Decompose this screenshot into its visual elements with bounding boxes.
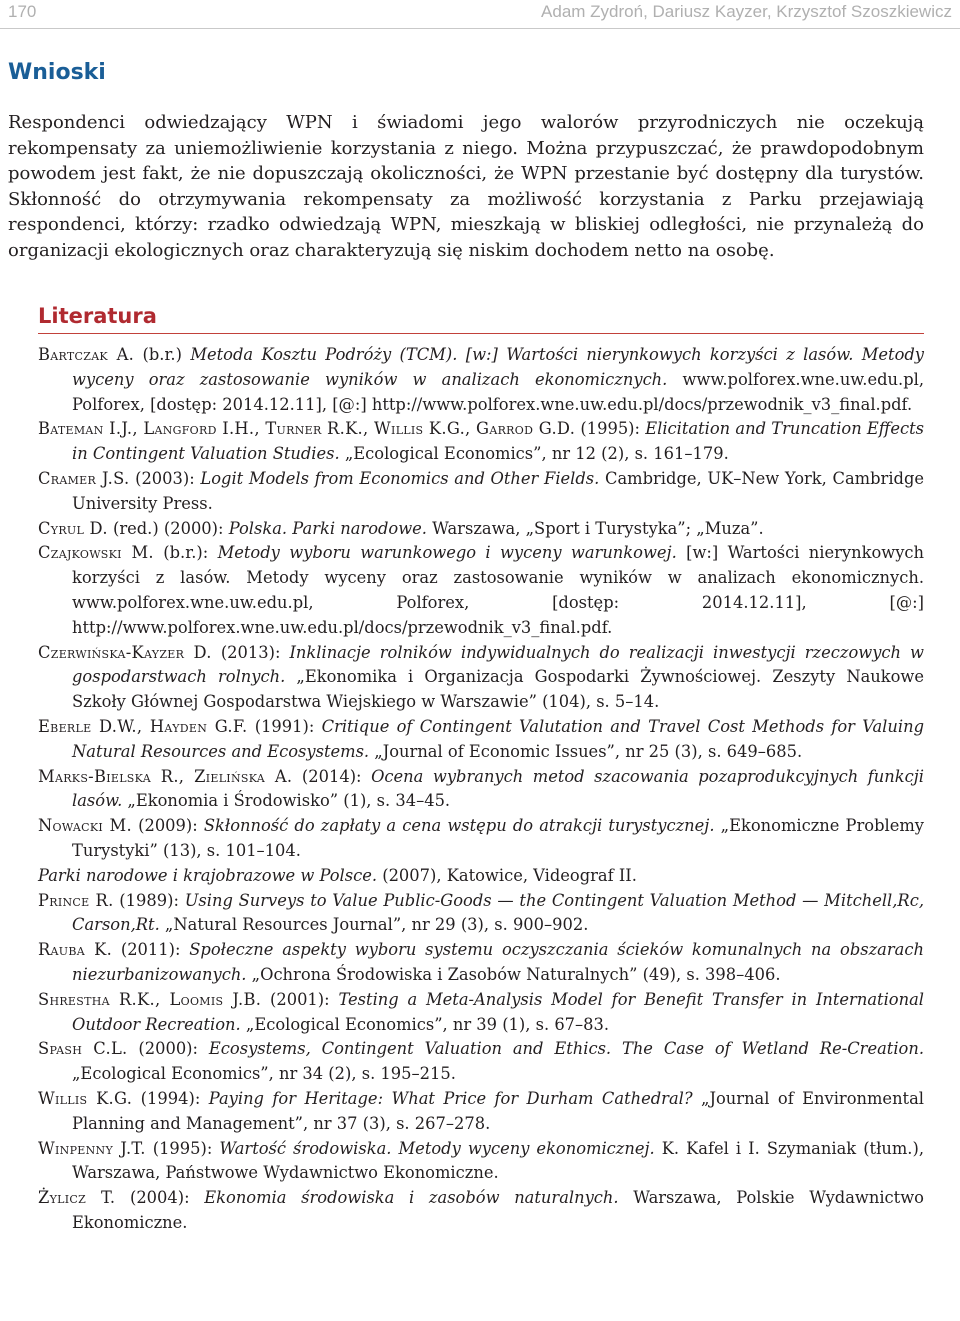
- reference-authors: Eberle D.W., Hayden G.F.: [38, 716, 248, 736]
- reference-authors: Cramer J.S.: [38, 468, 130, 488]
- reference-source: „Ecological Economics”, nr 12 (2), s. 161–179.: [339, 444, 729, 464]
- reference-source: „Journal of Environmental Planning and Management”, nr 37 (3), s. 267–278.: [72, 1088, 925, 1133]
- reference-year: (1991):: [247, 716, 322, 736]
- reference-source: Warszawa, „Sport i Turystyka”; „Muza”.: [426, 518, 764, 538]
- reference-year: (2013):: [211, 642, 290, 662]
- reference-source: „Ekonomia i Środowisko” (1), s. 34–45.: [122, 791, 451, 811]
- reference-item: [38, 1137, 924, 1187]
- reference-title: Wartość środowiska. Metody wyceny ekonomicznej.: [219, 1138, 655, 1158]
- reference-year: (2004):: [115, 1188, 205, 1208]
- reference-authors: Czerwińska-Kayzer D.: [38, 642, 212, 662]
- reference-title: Ekonomia środowiska i zasobów naturalnych.: [204, 1188, 619, 1208]
- reference-title: Logit Models from Economics and Other Fields.: [200, 468, 600, 488]
- reference-authors: Cyrul D.: [38, 518, 108, 538]
- reference-authors: Czajkowski M.: [38, 543, 154, 563]
- reference-title: Elicitation and Truncation Effects in Contingent Valuation Studies.: [72, 419, 924, 464]
- reference-item: [38, 814, 924, 864]
- running-header: [0, 0, 960, 29]
- reference-title: Paying for Heritage: What Price for Durham Cathedral?: [208, 1088, 693, 1108]
- reference-item: [38, 864, 924, 889]
- reference-year: (2003):: [129, 468, 201, 488]
- reference-item: [38, 889, 924, 939]
- reference-title: Skłonność do zapłaty a cena wstępu do atrakcji turystycznej.: [203, 816, 715, 836]
- reference-authors: Shrestha R.K., Loomis J.B.: [38, 989, 262, 1009]
- reference-authors: Prince R.: [38, 890, 114, 910]
- reference-item: [38, 417, 924, 467]
- reference-authors: Winpenny J.T.: [38, 1138, 146, 1158]
- reference-title: Parki narodowe i krajobrazowe w Polsce.: [38, 865, 378, 885]
- page-number: 170: [8, 2, 37, 21]
- reference-year: (2009):: [131, 816, 204, 836]
- reference-year: (2001):: [261, 989, 339, 1009]
- reference-title: Społeczne aspekty wyboru systemu oczyszczania ścieków komunalnych na obszarach niezurbanizowanych.: [72, 940, 924, 984]
- reference-year: (1995):: [575, 419, 646, 439]
- reference-title: Metoda Kosztu Podróży (TCM). [w:] Wartości nierynkowych korzyści z lasów. Metody wyceny oraz zastosowanie wyników w analizach ekonomicznych.: [72, 345, 924, 389]
- reference-source: „Ochrona Środowiska i Zasobów Naturalnych” (49), s. 398–406.: [246, 964, 781, 984]
- reference-item: [38, 343, 924, 417]
- reference-source: (2007), Katowice, Videograf II.: [377, 865, 637, 885]
- reference-authors: Willis K.G.: [38, 1088, 133, 1108]
- reference-title: Critique of Contingent Valutation and Travel Cost Methods for Valuing Natural Resources and Ecosystems.: [72, 716, 924, 761]
- reference-source: „Ecological Economics”, nr 34 (2), s. 195–215.: [72, 1064, 456, 1084]
- reference-authors: Żylicz T.: [38, 1188, 116, 1208]
- reference-item: [38, 467, 924, 517]
- reference-year: (1994):: [132, 1088, 209, 1108]
- reference-year: (1995):: [145, 1138, 220, 1158]
- reference-item: [38, 641, 924, 715]
- reference-year: (2011):: [112, 940, 190, 960]
- reference-source: Cambridge, UK–New York, Cambridge University Press.: [72, 468, 924, 513]
- conclusions-heading: Wnioski: [8, 60, 106, 85]
- reference-list: [38, 343, 924, 1236]
- reference-source: K. Kafel i I. Szymaniak (tłum.), Warszawa, Państwowe Wydawnictwo Ekonomiczne.: [72, 1138, 924, 1183]
- reference-year: (2000):: [127, 1039, 209, 1059]
- reference-authors: Bartczak A.: [38, 345, 135, 364]
- reference-authors: Nowacki M.: [38, 816, 132, 836]
- running-header-authors: Adam Zydroń, Dariusz Kayzer, Krzysztof Szoszkiewicz: [541, 2, 952, 21]
- reference-source: www.polforex.wne.uw.edu.pl, Polforex, [dostęp: 2014.12.11], [@:] http://www.polforex.wne.uw.edu.pl/docs/przewodnik_v3_final.pdf.: [72, 369, 925, 414]
- reference-title: Metody wyboru warunkowego i wyceny warunkowej.: [217, 543, 677, 563]
- reference-title: Inklinacje rolników indywidualnych do realizacji inwestycji rzeczowych w gospodarstwach rolnych.: [72, 642, 924, 687]
- reference-year: (2014):: [292, 766, 372, 786]
- reference-source: „Ekonomiczne Problemy Turystyki” (13), s. 101–104.: [72, 816, 925, 860]
- reference-year: (b.r.): [134, 345, 191, 364]
- reference-item: [38, 541, 924, 640]
- reference-source: „Journal of Economic Issues”, nr 25 (3), s. 649–685.: [369, 741, 803, 761]
- reference-item: [38, 938, 924, 988]
- reference-title: Ecosystems, Contingent Valuation and Ethics. The Case of Wetland Re-Creation.: [208, 1039, 924, 1059]
- reference-year: (red.) (2000):: [107, 518, 229, 538]
- reference-item: [38, 715, 924, 765]
- reference-item: [38, 988, 924, 1038]
- reference-authors: Bateman I.J., Langford I.H., Turner R.K., Willis K.G., Garrod G.D.: [38, 419, 576, 439]
- reference-item: [38, 517, 924, 542]
- reference-item: [38, 1037, 924, 1087]
- reference-authors: Marks-Bielska R., Zielińska A.: [38, 766, 293, 786]
- reference-item: [38, 1186, 924, 1236]
- reference-source: „Ekonomika i Organizacja Gospodarki Żywnościowej. Zeszyty Naukowe Szkoły Głównej Gospodarstwa Wiejskiego w Warszawie” (104), s. 5–14.: [72, 667, 924, 712]
- reference-authors: Rauba K.: [38, 940, 113, 960]
- reference-source: „Natural Resources Journal”, nr 29 (3), s. 900–902.: [159, 915, 589, 935]
- reference-title: Ocena wybranych metod szacowania pozaprodukcyjnych funkcji lasów.: [72, 766, 924, 811]
- reference-source: [w:] Wartości nierynkowych korzyści z lasów. Metody wyceny oraz zastosowanie wyników w analizach ekonomicznych. www.polforex.wne.uw.edu.pl, Polforex, [dostęp: 2014.12.11], [@:] http://www.polforex.wne.uw.edu.pl/docs/przewodnik_v3_final.pdf.: [72, 543, 924, 637]
- reference-item: [38, 1087, 924, 1137]
- reference-source: „Ecological Economics”, nr 39 (1), s. 67–83.: [240, 1014, 610, 1034]
- literature-heading: Literatura: [38, 304, 924, 334]
- reference-source: Warszawa, Polskie Wydawnictwo Ekonomiczne.: [72, 1188, 924, 1232]
- reference-item: [38, 765, 924, 815]
- reference-title: Using Surveys to Value Public-Goods — the Contingent Valuation Method — Mitchell,Rc, Carson,Rt.: [72, 890, 924, 935]
- reference-title: Polska. Parki narodowe.: [228, 518, 427, 538]
- conclusions-paragraph: Respondenci odwiedzający WPN i świadomi jego walorów przyrodniczych nie oczekują rekompensaty za uniemożliwienie korzystania z niego. Można przypuszczać, że prawdopodobnym powodem jest fakt, że nie dopuszczają okoliczności, że WPN przestanie być dostępny dla turystów. Skłonność do otrzymywania rekompensaty za możliwość korzystania z Parku przejawiają respondenci, którzy: rzadko odwiedzają WPN, mieszkają w bliskiej odległości, nie przynależą do organizacji ekologicznych oraz charakteryzują się niskim dochodem netto na osobę.: [8, 112, 924, 261]
- reference-title: Testing a Meta-Analysis Model for Benefit Transfer in International Outdoor Recreation.: [72, 989, 924, 1034]
- reference-year: (1989):: [113, 890, 185, 910]
- reference-authors: Spash C.L.: [38, 1039, 128, 1059]
- reference-year: (b.r.):: [153, 543, 218, 563]
